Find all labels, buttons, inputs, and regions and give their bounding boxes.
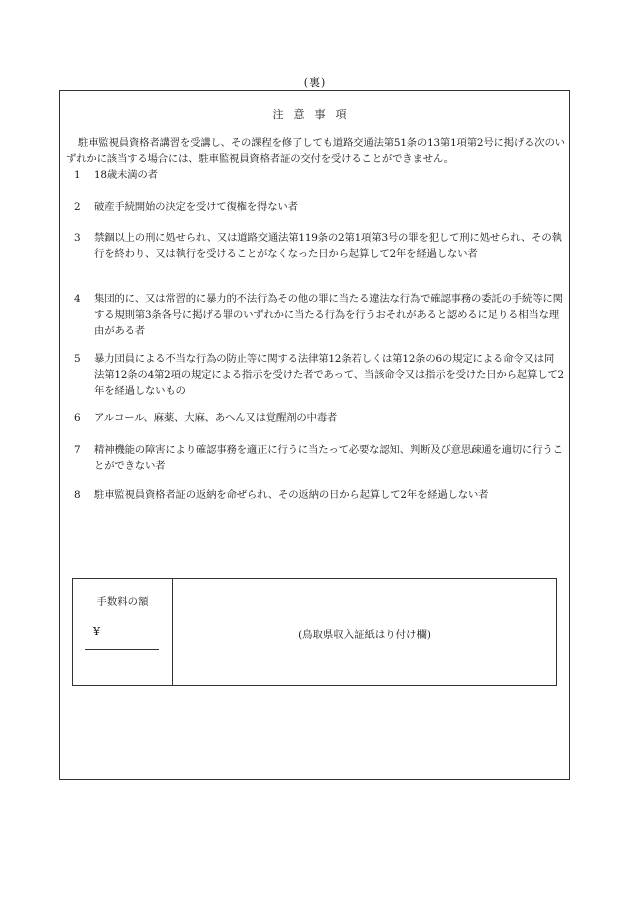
item-text: 集団的に、又は常習的に暴力的不法行為その他の罪に当たる違法な行為で確認事務の委託の手続等に関する規則第3条各号に掲げる罪のいずれかに当たる行為を行うおそれがあると認めるに足りる相当な理由がある者 — [94, 293, 563, 337]
fee-amount-underline — [85, 649, 159, 650]
revenue-stamp-label: (鳥取県収入証紙はり付け欄) — [298, 629, 431, 641]
notice-item-7 — [74, 442, 564, 474]
item-number: 6 — [74, 412, 81, 424]
page-side-label: (裏) — [303, 76, 327, 89]
notice-item-8 — [74, 487, 564, 503]
notice-item-2 — [74, 199, 564, 215]
item-text: 精神機能の障害により確認事務を適正に行うに当たって必要な認知、判断及び意思疎通を適切に行うことができない者 — [94, 444, 563, 472]
item-number: 7 — [74, 444, 81, 456]
item-number: 2 — [74, 201, 81, 213]
item-number: 8 — [74, 489, 81, 501]
fee-table — [72, 578, 557, 686]
yen-symbol: ¥ — [93, 625, 100, 638]
fee-amount-cell — [73, 579, 173, 685]
notice-heading: 注意事項 — [272, 108, 357, 121]
notice-item-6 — [74, 410, 564, 426]
notice-frame — [59, 90, 570, 780]
item-number: 1 — [74, 169, 81, 181]
item-number: 4 — [74, 293, 81, 305]
item-number: 5 — [74, 353, 81, 365]
item-text: 破産手続開始の決定を受けて復権を得ない者 — [94, 201, 298, 213]
item-text: 暴力団員による不当な行為の防止等に関する法律第12条若しくは第12条の6の規定による命令又は同法第12条の4第2項の規定による指示を受けた者であって、当該命令又は指示を受けた日から起算して2年を経過しないもの — [94, 353, 564, 397]
item-text: アルコール、麻薬、大麻、あへん又は覚醒剤の中毒者 — [94, 412, 338, 424]
revenue-stamp-area — [173, 579, 556, 685]
item-number: 3 — [74, 232, 81, 244]
notice-intro: 駐車監視員資格者講習を受講し、その課程を修了しても道路交通法第51条の13第1項第2号に掲げる次のいずれかに該当する場合には、駐車監視員資格者証の交付を受けることができません。 — [66, 137, 565, 165]
notice-item-4 — [74, 291, 564, 339]
item-text: 18歳未満の者 — [94, 169, 158, 181]
fee-title: 手数料の額 — [96, 596, 149, 608]
notice-item-3 — [74, 230, 564, 262]
item-text: 駐車監視員資格者証の返納を命ぜられ、その返納の日から起算して2年を経過しない者 — [94, 489, 489, 501]
item-text: 禁錮以上の刑に処せられ、又は道路交通法第119条の2第1項第3号の罪を犯して刑に処せられ、その執行を終わり、又は執行を受けることがなくなった日から起算して2年を経過しない者 — [94, 232, 562, 260]
notice-item-1 — [74, 167, 564, 183]
notice-item-5 — [74, 351, 564, 399]
